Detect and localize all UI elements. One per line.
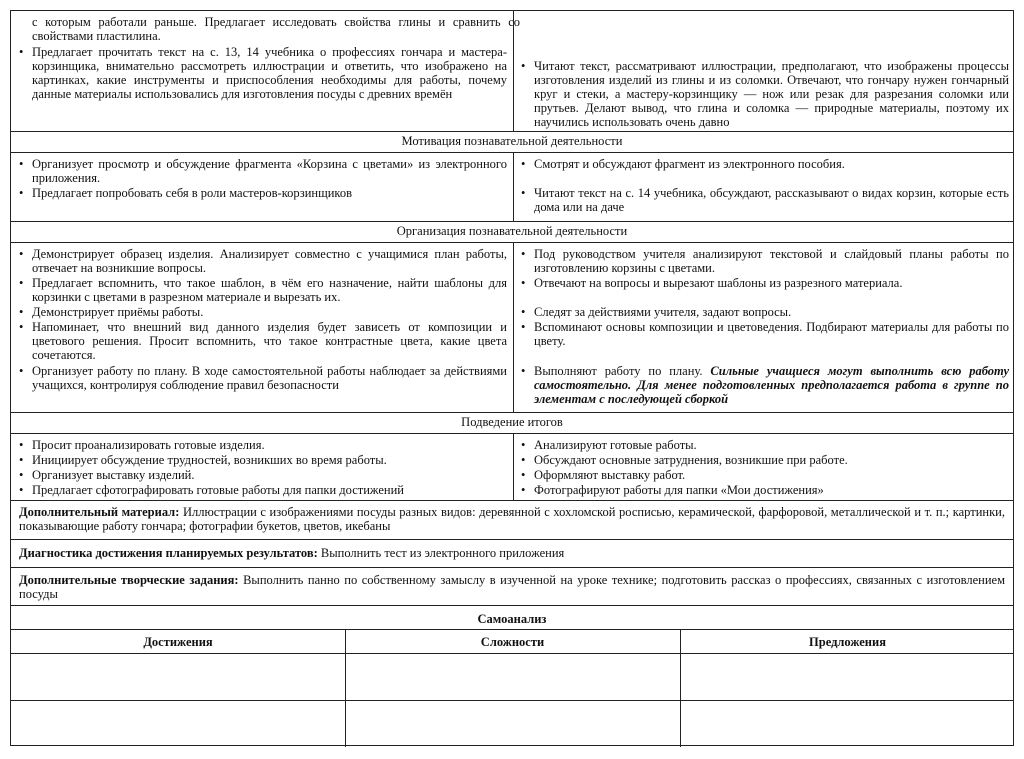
divider: [11, 131, 1013, 132]
summary-left-bullet-1: • Просит проанализировать готовые изделия.: [19, 438, 507, 452]
divider: [11, 433, 1013, 434]
row1-right-bullet-1: • Читают текст, рассматривают иллюстрации, предполагают, что изображены процессы изготовления изделий из глины и из соломки. Отвечают, что гончару нужен гончарный круг и стеки, а мастеру-корзинщику — нож или резак для разрезания соломки или прутьев. Делают вывод, что глина и соломка — природные материалы, поэтому их научились использовать очень давно: [521, 59, 1009, 129]
self-analysis-cell[interactable]: [346, 701, 680, 746]
organization-left-bullet-2: • Предлагает вспомнить, что такое шаблон, в чём его назначение, найти шаблоны для корзинки с цветами в разрезном материале и вырезать их.: [19, 276, 507, 304]
organization-right-bullet-5-plain: Выполняют работу по плану.: [534, 364, 711, 378]
organization-header: Организация познавательной деятельности: [396, 224, 628, 238]
organization-right-bullet-4: • Вспоминают основы композиции и цветоведения. Подбирают материалы для работы по цвету.: [521, 320, 1009, 348]
organization-right-bullet-2: • Отвечают на вопросы и вырезают шаблоны из разрезного материала.: [521, 276, 1009, 290]
self-analysis-cell[interactable]: [11, 701, 345, 746]
divider: [11, 539, 1013, 540]
self-analysis-cell[interactable]: [346, 654, 680, 700]
column-divider: [513, 433, 514, 500]
motivation-header: Мотивация познавательной деятельности: [401, 134, 623, 148]
organization-left-bullet-1: • Демонстрирует образец изделия. Анализирует совместно с учащимися план работы, отвечает на возникшие вопросы.: [19, 247, 507, 275]
divider: [11, 567, 1013, 568]
divider: [11, 152, 1013, 153]
diagnostics-text: Выполнить тест из электронного приложения: [317, 546, 565, 560]
motivation-right-bullet-1: • Смотрят и обсуждают фрагмент из электронного пособия.: [521, 157, 1009, 171]
column-divider: [513, 11, 514, 131]
divider: [11, 221, 1013, 222]
organization-right-bullet-5-italic: Сильные учащиеся могут выполнить всю работу самостоятельно. Для менее подготовленных предполагается работа в группе по элементам с последующей сборкой: [534, 364, 1009, 406]
summary-left-bullet-2: • Инициирует обсуждение трудностей, возникших во время работы.: [19, 453, 507, 467]
organization-right-bullet-5: [521, 364, 1009, 406]
self-analysis-cell[interactable]: [681, 654, 1014, 700]
creative-tasks: [19, 573, 1005, 601]
summary-right-bullet-2: • Обсуждают основные затруднения, возникшие при работе.: [521, 453, 1009, 467]
lesson-table: [10, 10, 1014, 746]
organization-left-bullet-4: • Напоминает, что внешний вид данного изделия будет зависеть от композиции и цветового решения. Просит вспомнить, что такое контрастные цвета, какие цвета сочетаются.: [19, 320, 507, 362]
divider: [11, 605, 1013, 606]
summary-right-bullet-1: • Анализируют готовые работы.: [521, 438, 1009, 452]
divider: [11, 412, 1013, 413]
self-analysis-cell[interactable]: [11, 654, 345, 700]
row1-left-continuation: с которым работали раньше. Предлагает исследовать свойства глины и сравнить со свойствами пластилина.: [32, 15, 520, 43]
organization-left-bullet-5: • Организует работу по плану. В ходе самостоятельной работы наблюдает за действиями учащихся, контролируя соблюдение правил безопасности: [19, 364, 507, 392]
self-analysis-col-difficulties: Сложности: [480, 635, 545, 649]
motivation-left-bullet-1: • Организует просмотр и обсуждение фрагмента «Корзина с цветами» из электронного приложения.: [19, 157, 507, 185]
self-analysis-col-achievements: Достижения: [143, 635, 213, 649]
divider: [11, 242, 1013, 243]
extra-material-label: Дополнительный материал:: [19, 505, 180, 519]
summary-right-bullet-4: • Фотографируют работы для папки «Мои достижения»: [521, 483, 1009, 497]
divider: [11, 500, 1013, 501]
self-analysis-title: Самоанализ: [477, 612, 547, 626]
column-divider: [513, 242, 514, 412]
self-analysis-col-suggestions: Предложения: [809, 635, 886, 649]
summary-header: Подведение итогов: [461, 415, 563, 429]
summary-left-bullet-3: • Организует выставку изделий.: [19, 468, 507, 482]
organization-left-bullet-3: • Демонстрирует приёмы работы.: [19, 305, 507, 319]
motivation-left-bullet-2: • Предлагает попробовать себя в роли мастеров-корзинщиков: [19, 186, 507, 200]
motivation-right-bullet-2: • Читают текст на с. 14 учебника, обсуждают, рассказывают о видах корзин, которые есть дома или на даче: [521, 186, 1009, 214]
summary-right-bullet-3: • Оформляют выставку работ.: [521, 468, 1009, 482]
extra-material: [19, 505, 1005, 533]
self-analysis-cell[interactable]: [681, 701, 1014, 746]
extra-material-text: Иллюстрации с изображениями посуды разных видов: деревянной с хохломской росписью, керамической, фарфоровой, металлической и т. п.; картинки, показывающие работу гончара; фотографии букетов, цветов, икебаны: [19, 505, 1005, 533]
organization-right-bullet-3: • Следят за действиями учителя, задают вопросы.: [521, 305, 1009, 319]
creative-tasks-label: Дополнительные творческие задания:: [19, 573, 239, 587]
creative-tasks-text: Выполнить панно по собственному замыслу в изученной на уроке технике; подготовить рассказ о профессиях, связанных с изготовлением посуды: [19, 573, 1006, 601]
diagnostics: [19, 546, 1005, 560]
organization-right-bullet-1: • Под руководством учителя анализируют текстовой и слайдовый планы работы по изготовлению корзины с цветами.: [521, 247, 1009, 275]
row1-left-bullet-1: • Предлагает прочитать текст на с. 13, 14 учебника о профессиях гончара и мастера-корзинщика, внимательно рассмотреть иллюстрации и ответить, что изображено на картинках, какие инструменты и приспособления необходимы для работы, почему данные материалы использовались для изготовления посуды с древних времён: [19, 45, 507, 101]
column-divider: [513, 152, 514, 221]
summary-left-bullet-4: • Предлагает сфотографировать готовые работы для папки достижений: [19, 483, 507, 497]
diagnostics-label: Диагностика достижения планируемых результатов:: [19, 546, 318, 560]
divider: [11, 629, 1013, 630]
